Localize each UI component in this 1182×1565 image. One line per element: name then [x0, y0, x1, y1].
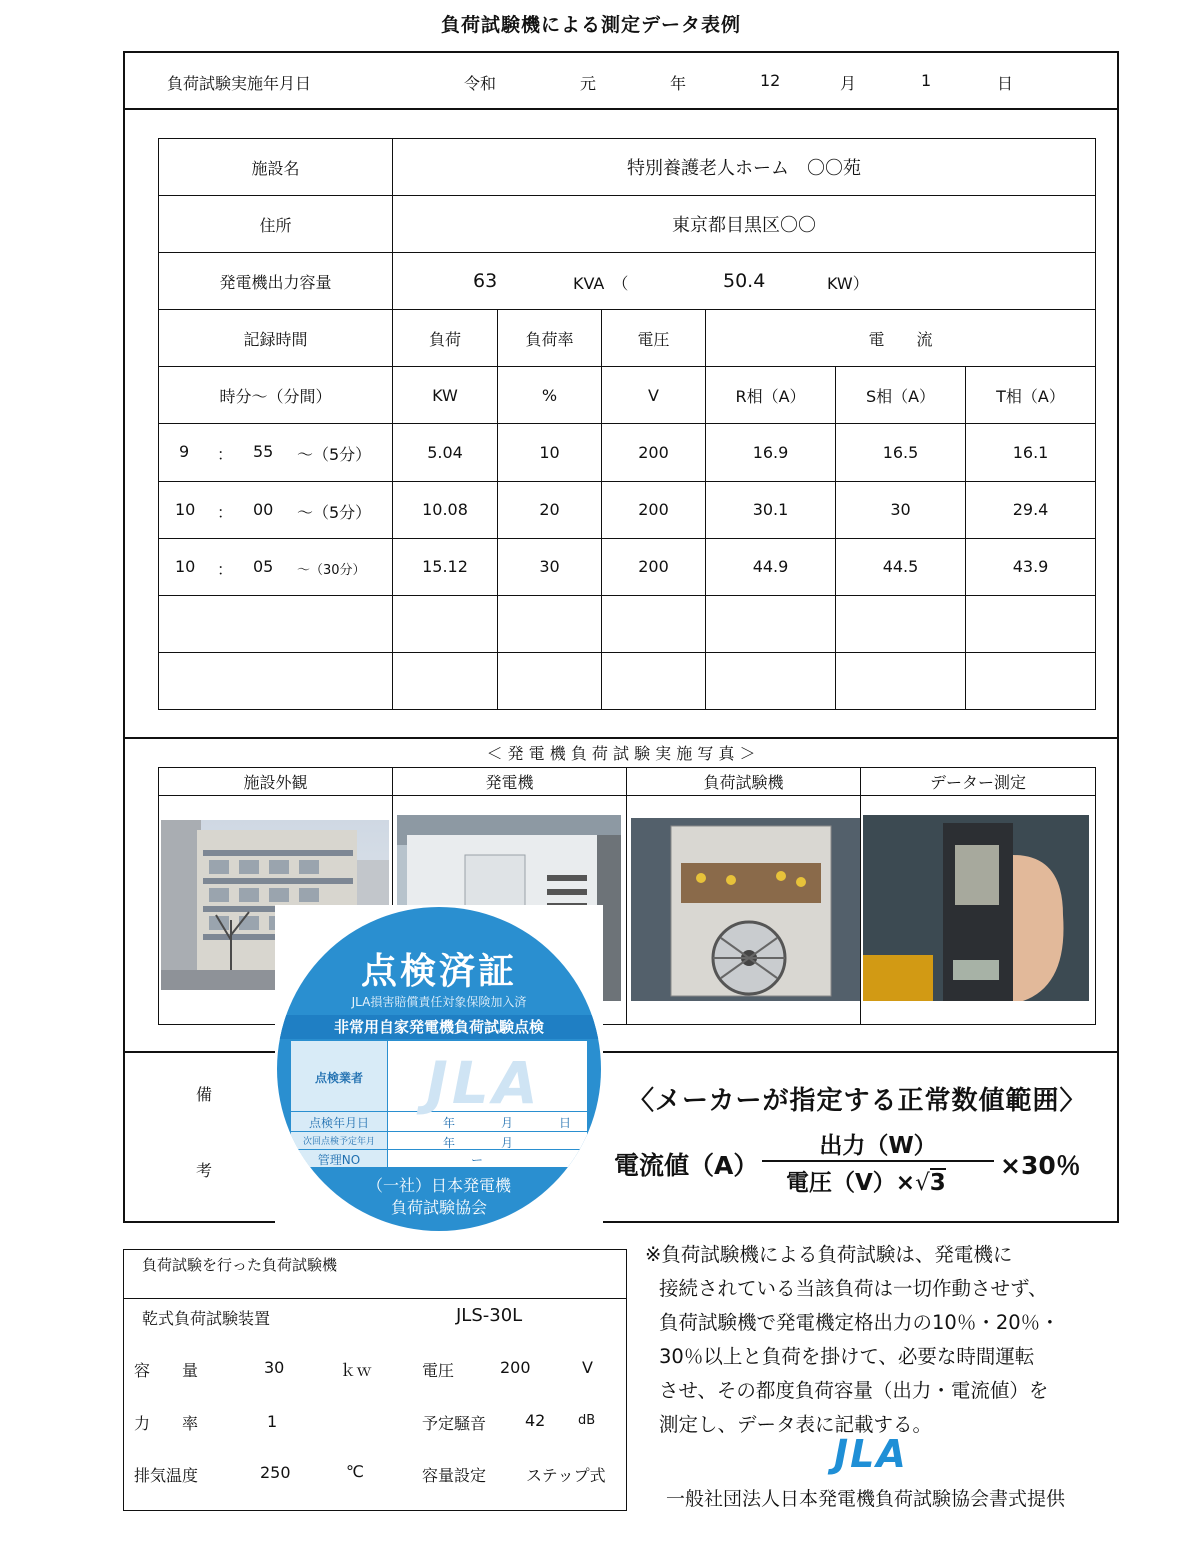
- capacity-value-cell: [393, 253, 1096, 310]
- sticker-next-date: 次回点検予定年月: [302, 1137, 375, 1147]
- table-row: [159, 481, 1096, 538]
- formula-factor: ×30％: [1000, 1151, 1081, 1180]
- load-tester-spec: [123, 1249, 627, 1511]
- t-phase-cell: 16.1: [966, 424, 1096, 481]
- spec-voltage-unit: V: [582, 1358, 593, 1377]
- note-line: させ、その都度負荷容量（出力・電流値）を: [659, 1379, 1049, 1402]
- kva-unit: KVA （: [573, 274, 629, 294]
- spec-exhaust-unit: ℃: [346, 1462, 364, 1481]
- date-month: 12: [760, 71, 781, 90]
- t-phase-cell: 29.4: [966, 481, 1096, 538]
- photo-header-measurement: データー測定: [861, 768, 1096, 796]
- sticker-form: [291, 1041, 587, 1167]
- divider: [123, 737, 1119, 739]
- time-hour: 9: [179, 442, 190, 462]
- sticker-year: 年: [443, 1136, 456, 1150]
- header-current: 電 流: [706, 310, 1096, 367]
- spec-exhaust-label: 排気温度: [134, 1466, 199, 1485]
- spec-voltage-value: 200: [500, 1358, 531, 1377]
- s-phase-cell: 30: [836, 481, 966, 538]
- facility-name-value: 特別養護老人ホーム 〇〇苑: [393, 139, 1096, 196]
- photo-header-load-tester: 負荷試験機: [627, 768, 861, 796]
- address-label: 住所: [159, 196, 393, 253]
- time-sep: ：: [217, 559, 234, 579]
- time-duration: ～（5分）: [297, 445, 372, 465]
- date-month-unit: 月: [840, 74, 857, 93]
- rate-cell: 30: [498, 538, 602, 595]
- jla-logo: JLA: [834, 1432, 908, 1476]
- capacity-label: 発電機出力容量: [159, 253, 393, 310]
- time-sep: ：: [217, 502, 234, 522]
- table-row: [159, 424, 1096, 481]
- s-phase-cell: 44.5: [836, 538, 966, 595]
- time-cell: [159, 424, 393, 481]
- photo-header-facility: 施設外観: [159, 768, 393, 796]
- subheader-s: S相（A）: [836, 367, 966, 424]
- procedure-note: [645, 1238, 1115, 1442]
- subheader-time: 時分～（分間）: [159, 367, 393, 424]
- spec-exhaust-value: 250: [260, 1463, 291, 1482]
- voltage-cell: 200: [602, 424, 706, 481]
- r-phase-cell: 30.1: [706, 481, 836, 538]
- spec-pf-value: 1: [267, 1412, 278, 1431]
- voltage-cell: 200: [602, 481, 706, 538]
- time-hour: 10: [175, 556, 196, 576]
- note-line: 30％以上と負荷を掛けて、必要な時間運転: [659, 1345, 1035, 1368]
- subheader-r: R相（A）: [706, 367, 836, 424]
- measurement-photo: [863, 815, 1089, 1001]
- sticker-inspect-date: 点検年月日: [308, 1116, 369, 1130]
- voltage-cell: 200: [602, 538, 706, 595]
- time-duration: ～（30分）: [297, 562, 366, 578]
- measurement-table: [158, 138, 1096, 710]
- date-era: 令和: [464, 74, 497, 93]
- sqrt-radicand: 3: [929, 1170, 946, 1196]
- footer-org: 一般社団法人日本発電機負荷試験協会書式提供: [666, 1488, 1066, 1510]
- header-load: 負荷: [393, 310, 498, 367]
- inspection-sticker: [275, 905, 603, 1225]
- rate-cell: 20: [498, 481, 602, 538]
- spec-voltage-label: 電圧: [422, 1361, 455, 1380]
- load-tester-photo: [631, 818, 860, 1001]
- table-row: [159, 652, 1096, 709]
- date-day: 1: [921, 71, 932, 90]
- date-year: 元: [580, 74, 597, 93]
- note-line: 負荷試験機で発電機定格出力の10％・20％・: [659, 1311, 1060, 1334]
- fraction-bar: [762, 1160, 994, 1162]
- kva-value: 63: [473, 270, 498, 293]
- kw-unit: KW）: [827, 274, 869, 294]
- document-title: 負荷試験機による測定データ表例: [440, 14, 741, 36]
- note-line: ※負荷試験機による負荷試験は、発電機に: [645, 1243, 1013, 1266]
- spec-heading: 負荷試験を行った負荷試験機: [142, 1256, 338, 1274]
- note-line: 測定し、データ表に記載する。: [659, 1413, 933, 1436]
- time-hour: 10: [175, 499, 196, 519]
- subheader-rate: %: [498, 367, 602, 424]
- sticker-month: 月: [501, 1116, 514, 1130]
- time-cell: [159, 538, 393, 595]
- remarks-char1: 備: [196, 1085, 213, 1104]
- subheader-voltage: V: [602, 367, 706, 424]
- spec-setting-value: ステップ式: [526, 1466, 606, 1485]
- address-value: 東京都目黒区〇〇: [393, 196, 1096, 253]
- spec-noise-value: 42: [525, 1411, 546, 1430]
- time-minute: 05: [253, 556, 274, 576]
- sqrt-icon: √: [915, 1170, 930, 1196]
- sticker-subtitle: JLA損害賠償責任対象保険加入済: [351, 995, 527, 1009]
- load-cell: 5.04: [393, 424, 498, 481]
- formula-numerator: 出力（W）: [819, 1133, 937, 1159]
- sticker-day: 日: [559, 1116, 572, 1130]
- spec-device-model: JLS-30L: [456, 1305, 523, 1326]
- divider: [123, 1051, 1119, 1053]
- sticker-org1: （一社）日本発電機: [366, 1176, 511, 1195]
- remarks-char2: 考: [196, 1161, 213, 1180]
- table-row: [159, 538, 1096, 595]
- time-sep: ：: [217, 445, 234, 465]
- sticker-year: 年: [443, 1116, 456, 1130]
- date-label: 負荷試験実施年月日: [167, 74, 312, 93]
- facility-name-label: 施設名: [159, 139, 393, 196]
- sticker-inspector: 点検業者: [314, 1071, 363, 1085]
- rate-cell: 10: [498, 424, 602, 481]
- sticker-logo: JLA: [426, 1049, 542, 1117]
- s-phase-cell: 16.5: [836, 424, 966, 481]
- formula-denominator: [786, 1164, 946, 1197]
- kw-value: 50.4: [723, 270, 766, 293]
- formula-title: 〈メーカーが指定する正常数値範囲〉: [628, 1086, 1087, 1116]
- sticker-band: 非常用自家発電機負荷試験点検: [277, 1015, 601, 1039]
- sticker-org2: 負荷試験協会: [390, 1198, 487, 1217]
- time-cell: [159, 481, 393, 538]
- time-minute: 00: [253, 499, 274, 519]
- spec-noise-label: 予定騒音: [422, 1414, 487, 1433]
- denominator-text: 電圧（V）×: [786, 1170, 916, 1196]
- date-day-unit: 日: [997, 74, 1014, 93]
- subheader-t: T相（A）: [966, 367, 1096, 424]
- r-phase-cell: 16.9: [706, 424, 836, 481]
- load-cell: 15.12: [393, 538, 498, 595]
- sticker-dash: ー: [471, 1153, 484, 1167]
- table-row: [159, 595, 1096, 652]
- date-year-unit: 年: [670, 74, 687, 93]
- spec-capacity-value: 30: [264, 1358, 285, 1377]
- header-voltage: 電圧: [602, 310, 706, 367]
- t-phase-cell: 43.9: [966, 538, 1096, 595]
- time-duration: ～（5分）: [297, 502, 372, 522]
- spec-device-label: 乾式負荷試験装置: [142, 1309, 271, 1328]
- time-minute: 55: [253, 442, 274, 462]
- divider: [123, 108, 1119, 110]
- r-phase-cell: 44.9: [706, 538, 836, 595]
- sticker-title: 点検済証: [360, 951, 517, 992]
- sticker-month: 月: [501, 1136, 514, 1150]
- spec-capacity-label: 容 量: [134, 1361, 199, 1380]
- load-cell: 10.08: [393, 481, 498, 538]
- subheader-load: KW: [393, 367, 498, 424]
- note-line: 接続されている当該負荷は一切作動させず、: [659, 1277, 1048, 1300]
- photo-header-generator: 発電機: [393, 768, 627, 796]
- sticker-circle: [277, 907, 601, 1231]
- sticker-mgmt: 管理NO: [317, 1153, 361, 1167]
- header-time: 記録時間: [159, 310, 393, 367]
- spec-pf-label: 力 率: [134, 1414, 199, 1433]
- spec-capacity-unit: ｋｗ: [340, 1361, 373, 1380]
- formula-lhs: 電流値（A）: [614, 1151, 759, 1180]
- photo-caption: ＜ 発 電 機 負 荷 試 験 実 施 写 真 ＞: [486, 744, 756, 763]
- spec-setting-label: 容量設定: [422, 1466, 487, 1485]
- spec-noise-unit: dB: [578, 1413, 596, 1428]
- header-rate: 負荷率: [498, 310, 602, 367]
